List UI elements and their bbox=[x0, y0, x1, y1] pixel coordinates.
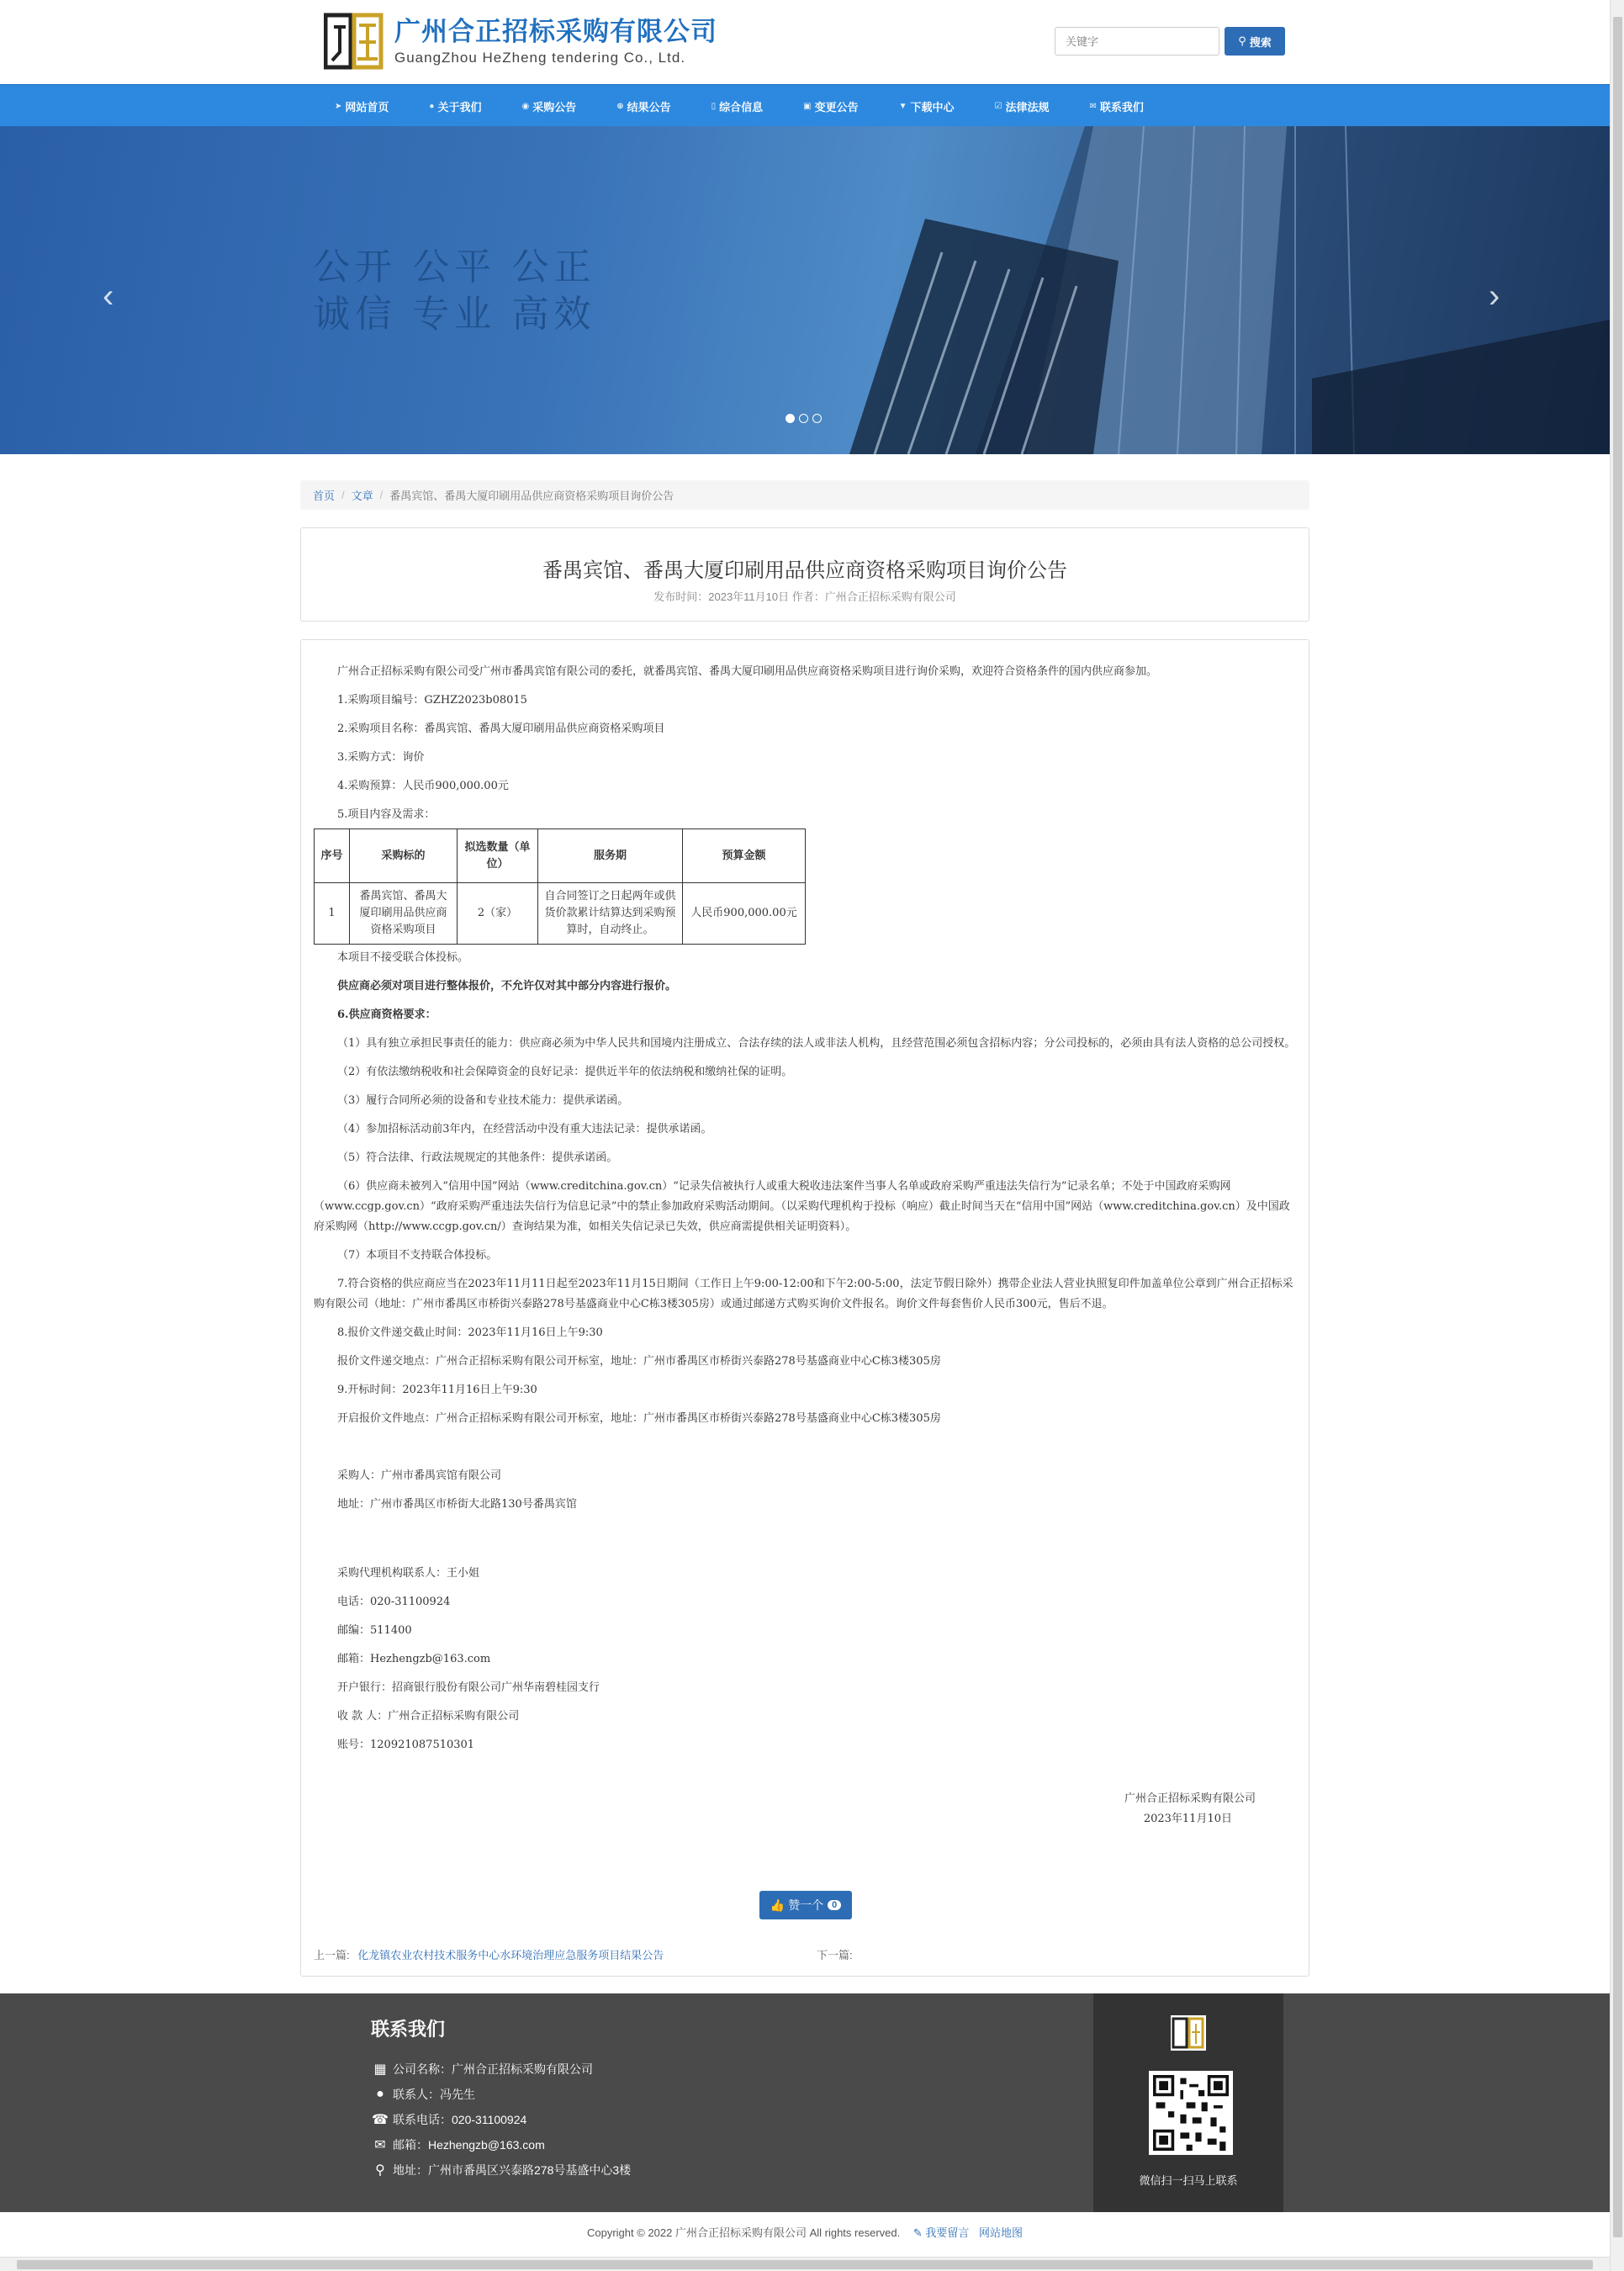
qualification-item: （2）有依法缴纳税收和社会保障资金的良好记录：提供近半年的依法纳税和缴纳社保的证明。 bbox=[337, 1066, 793, 1078]
article-body bbox=[300, 639, 1309, 1977]
like-button[interactable]: 👍 赞一个 0 bbox=[759, 1891, 852, 1919]
table-header: 服务期 bbox=[538, 829, 683, 883]
phone-icon: ☎ bbox=[372, 2113, 389, 2127]
qualification-item: （5）符合法律、行政法规规定的其他条件：提供承诺函。 bbox=[337, 1151, 618, 1164]
breadcrumb-separator: / bbox=[341, 489, 345, 501]
footer-title: 联系我们 bbox=[371, 2019, 446, 2040]
footer-email: 邮箱：Hezhengzb@163.com bbox=[393, 2138, 545, 2152]
building-icon: ▦ bbox=[373, 2062, 387, 2077]
agent-postcode: 邮编：511400 bbox=[337, 1624, 412, 1637]
message-link[interactable]: ✎ 我要留言 bbox=[913, 2226, 970, 2239]
like-count-badge: 0 bbox=[828, 1900, 841, 1910]
nav-item-procurement[interactable]: ◉ 采购公告 bbox=[521, 100, 577, 114]
carousel-next-button[interactable] bbox=[1489, 278, 1500, 315]
qualification-item: （6）供应商未被列入“信用中国”网站（www.creditchina.gov.cn）“记录失信被执行人或重大税收违法案件当事人名单或政府采购严重违法失信行为”记录名单；不处于中国政府采购网（www.ccgp.gov.cn）“政府采购严重违法失信行为信息记录”中的禁止参加政府采购活动期间。（以采购代理机构于投标（响应）截止时间当天在“信用中国”网站（www.creditchina.gov.cn）及中国政府采购网（http://www.ccgp.gov.cn/）查询结果为准，如相关失信记录已失效，供应商需提供相关证明资料）。 bbox=[314, 1180, 1290, 1233]
nav-item-downloads[interactable]: ▼ 下载中心 bbox=[898, 100, 955, 114]
chevron-right-icon: › bbox=[1489, 278, 1500, 315]
opening-place: 开启报价文件地点：广州合正招标采购有限公司开标室，地址：广州市番禺区市桥街兴泰路278号基盛商业中心C栋3楼305房 bbox=[337, 1412, 941, 1425]
signature-org: 广州合正招标采购有限公司 bbox=[1124, 1792, 1256, 1805]
calendar-icon: ▣ bbox=[803, 101, 812, 111]
table-cell: 自合同签订之日起两年或供货价款累计结算达到采购预算时，自动终止。 bbox=[538, 883, 683, 945]
article-meta: 发布时间：2023年11月10日 作者：广州合正招标采购有限公司 bbox=[653, 590, 956, 603]
prev-label: 上一篇: bbox=[314, 1949, 350, 1961]
project-number: 1.采购项目编号：GZHZ2023b08015 bbox=[337, 694, 527, 707]
next-label: 下一篇: bbox=[817, 1949, 853, 1961]
building-image bbox=[0, 126, 1610, 454]
table-header: 序号 bbox=[315, 829, 350, 883]
nav-item-results[interactable]: ⊕ 结果公告 bbox=[616, 100, 671, 114]
horizontal-scrollbar[interactable] bbox=[0, 2257, 1610, 2271]
breadcrumb-section-link[interactable]: 文章 bbox=[351, 490, 373, 502]
breadcrumb bbox=[300, 480, 1309, 510]
users-icon: ● bbox=[376, 2087, 384, 2101]
table-cell: 番禺宾馆、番禺大厦印刷用品供应商资格采购项目 bbox=[350, 883, 458, 945]
quote-deadline: 8.报价文件递交截止时间：2023年11月16日上午9:30 bbox=[337, 1326, 603, 1339]
copyright-text: Copyright © 2022 广州合正招标采购有限公司 All rights reserved. bbox=[586, 2226, 901, 2239]
search-icon: ⚲ bbox=[1238, 34, 1246, 47]
agent-email: 邮箱：Hezhengzb@163.com bbox=[337, 1653, 491, 1665]
opening-time: 9.开标时间：2023年11月16日上午9:30 bbox=[337, 1384, 537, 1396]
sitemap-link[interactable]: 网站地图 bbox=[979, 2226, 1024, 2239]
carousel-indicators bbox=[786, 414, 826, 423]
thumbs-up-icon: 👍 bbox=[770, 1898, 786, 1912]
table-row bbox=[315, 883, 806, 945]
edit-icon: ✎ bbox=[913, 2226, 926, 2239]
nav-item-laws[interactable]: ☑ 法律法规 bbox=[994, 100, 1050, 114]
table-header: 拟选数量（单位） bbox=[458, 829, 538, 883]
nav-item-contact[interactable]: ✉ 联系我们 bbox=[1089, 100, 1144, 114]
qualification-item: （3）履行合同所必须的设备和专业技术能力：提供承诺函。 bbox=[337, 1094, 629, 1107]
no-consortium-note: 本项目不接受联合体投标。 bbox=[337, 951, 469, 964]
footer-contact bbox=[371, 2015, 631, 2183]
project-name: 2.采购项目名称：番禺宾馆、番禺大厦印刷用品供应商资格采购项目 bbox=[337, 723, 665, 735]
bank-name: 开户银行：招商银行股份有限公司广州华南碧桂园支行 bbox=[337, 1681, 600, 1694]
carousel-dot[interactable] bbox=[799, 414, 808, 423]
breadcrumb-separator: / bbox=[379, 489, 384, 501]
prev-article-link[interactable]: 化龙镇农业农村技术服务中心水环境治理应急服务项目结果公告 bbox=[357, 1949, 664, 1961]
brand-name-en: GuangZhou HeZheng tendering Co., Ltd. bbox=[394, 50, 686, 66]
agent-phone: 电话：020-31100924 bbox=[337, 1596, 451, 1608]
hero-carousel bbox=[0, 126, 1610, 454]
copyright-bar bbox=[0, 2212, 1610, 2254]
footer-address: 地址：广州市番禺区兴泰路278号基盛中心3楼 bbox=[393, 2163, 632, 2177]
vertical-scrollbar-thumb[interactable] bbox=[1613, 17, 1622, 2237]
procurement-budget: 4.采购预算：人民币900,000.00元 bbox=[337, 780, 509, 792]
intro-paragraph: 广州合正招标采购有限公司受广州市番禺宾馆有限公司的委托，就番禺宾馆、番禺大厦印刷用品供应商资格采购项目进行询价采购，欢迎符合资格条件的国内供应商参加。 bbox=[337, 665, 1158, 678]
carousel-prev-button[interactable] bbox=[103, 278, 114, 315]
qualification-item: （1）具有独立承担民事责任的能力：供应商必须为中华人民共和国境内注册成立、合法存续的法人或非法人机构，且经营范围必须包含招标内容；分公司投标的，必须由具有法人资格的总公司授权。 bbox=[337, 1037, 1296, 1050]
check-square-icon: ☑ bbox=[994, 101, 1002, 111]
nav-item-changes[interactable]: ▣ 变更公告 bbox=[803, 100, 859, 114]
table-header: 预算金额 bbox=[683, 829, 806, 883]
nav-item-home[interactable]: ➤ 网站首页 bbox=[335, 100, 389, 114]
download-icon: ▼ bbox=[898, 101, 907, 111]
registration-info: 7.符合资格的供应商应当在2023年11月11日起至2023年11月15日期间（工作日上午9:00-12:00和下午2:00-5:00，法定节假日除外）携带企业法人营业执照复印件加盖单位公章到广州合正招标采购有限公司（地址：广州市番禺区市桥街兴泰路278号基盛商业中心C栋3楼305房）或通过邮递方式购买询价文件报名。询价文件每套售价人民币300元，售后不退。 bbox=[314, 1278, 1293, 1310]
vertical-scrollbar[interactable] bbox=[1610, 0, 1624, 2271]
qualification-item: （4）参加招标活动前3年内，在经营活动中没有重大违法记录：提供承诺函。 bbox=[337, 1123, 712, 1136]
bank-account: 账号：120921087510301 bbox=[337, 1739, 475, 1751]
project-content-heading: 5.项目内容及需求： bbox=[337, 808, 436, 821]
users-icon: ● bbox=[429, 101, 435, 111]
footer-company: 公司名称：广州合正招标采购有限公司 bbox=[393, 2062, 593, 2076]
footer-phone: 联系电话：020-31100924 bbox=[393, 2113, 527, 2126]
qualification-heading: 6.供应商资格要求： bbox=[337, 1008, 436, 1021]
table-cell: 2（家） bbox=[458, 883, 538, 945]
envelope-icon: ✉ bbox=[374, 2138, 386, 2152]
plus-circle-icon: ⊕ bbox=[616, 101, 624, 111]
article-title: 番禺宾馆、番禺大厦印刷用品供应商资格采购项目询价公告 bbox=[542, 559, 1067, 582]
brand-name-cn: 广州合正招标采购有限公司 bbox=[394, 17, 717, 46]
globe-icon: ◉ bbox=[521, 101, 530, 111]
footer-logo-icon bbox=[1171, 2015, 1206, 2051]
nav-item-about[interactable]: ● 关于我们 bbox=[429, 100, 482, 114]
requirements-table bbox=[314, 828, 806, 945]
site-logo[interactable] bbox=[324, 10, 717, 72]
site-footer bbox=[0, 1993, 1610, 2212]
search-button[interactable]: ⚲ 搜索 bbox=[1225, 27, 1285, 56]
logo-mark-icon bbox=[324, 10, 386, 72]
chevron-left-icon: ‹ bbox=[103, 278, 114, 315]
table-header: 采购标的 bbox=[350, 829, 458, 883]
table-cell: 1 bbox=[315, 883, 350, 945]
agent-contact: 采购代理机构联系人：王小姐 bbox=[337, 1567, 480, 1580]
article-pager bbox=[314, 1946, 1298, 1962]
wechat-qr-code bbox=[1149, 2071, 1233, 2155]
signature-date: 2023年11月10日 bbox=[1143, 1813, 1232, 1825]
banner-slogan: 公开 公平 公正 诚信 专业 高效 bbox=[313, 246, 596, 335]
search-form bbox=[1055, 27, 1285, 56]
site-header bbox=[0, 0, 1610, 84]
horizontal-scrollbar-thumb[interactable] bbox=[17, 2260, 1593, 2269]
map-marker-icon: ⚲ bbox=[375, 2163, 385, 2178]
table-cell: 人民币900,000.00元 bbox=[683, 883, 806, 945]
envelope-icon: ✉ bbox=[1089, 101, 1097, 111]
qr-caption: 微信扫一扫马上联系 bbox=[1139, 2174, 1238, 2187]
breadcrumb-home-link[interactable]: 首页 bbox=[313, 490, 336, 502]
search-input[interactable] bbox=[1055, 27, 1219, 56]
quote-submission-place: 报价文件递交地点：广州合正招标采购有限公司开标室，地址：广州市番禺区市桥街兴泰路278号基盛商业中心C栋3楼305房 bbox=[337, 1355, 941, 1368]
nav-item-info[interactable]: ▯ 综合信息 bbox=[711, 100, 764, 114]
table-header-row bbox=[315, 829, 806, 883]
carousel-dot[interactable] bbox=[812, 414, 822, 423]
qualification-item: （7）本项目不支持联合体投标。 bbox=[337, 1249, 498, 1262]
article-header bbox=[300, 527, 1309, 622]
send-icon: ➤ bbox=[335, 101, 342, 111]
procurement-method: 3.采购方式：询价 bbox=[337, 751, 425, 764]
footer-contact-person: 联系人：冯先生 bbox=[393, 2088, 475, 2101]
main-nav bbox=[0, 84, 1610, 126]
payee: 收 款 人：广州合正招标采购有限公司 bbox=[337, 1710, 520, 1723]
buyer-address: 地址：广州市番禺区市桥街大北路130号番禺宾馆 bbox=[337, 1498, 577, 1511]
mobile-icon: ▯ bbox=[711, 101, 717, 111]
whole-quote-note: 供应商必须对项目进行整体报价，不允许仅对其中部分内容进行报价。 bbox=[337, 980, 677, 993]
footer-qr-panel bbox=[1093, 1993, 1283, 2212]
carousel-dot[interactable] bbox=[786, 414, 795, 423]
breadcrumb-current: 番禺宾馆、番禺大厦印刷用品供应商资格采购项目询价公告 bbox=[389, 490, 674, 502]
buyer: 采购人：广州市番禺宾馆有限公司 bbox=[337, 1469, 502, 1482]
